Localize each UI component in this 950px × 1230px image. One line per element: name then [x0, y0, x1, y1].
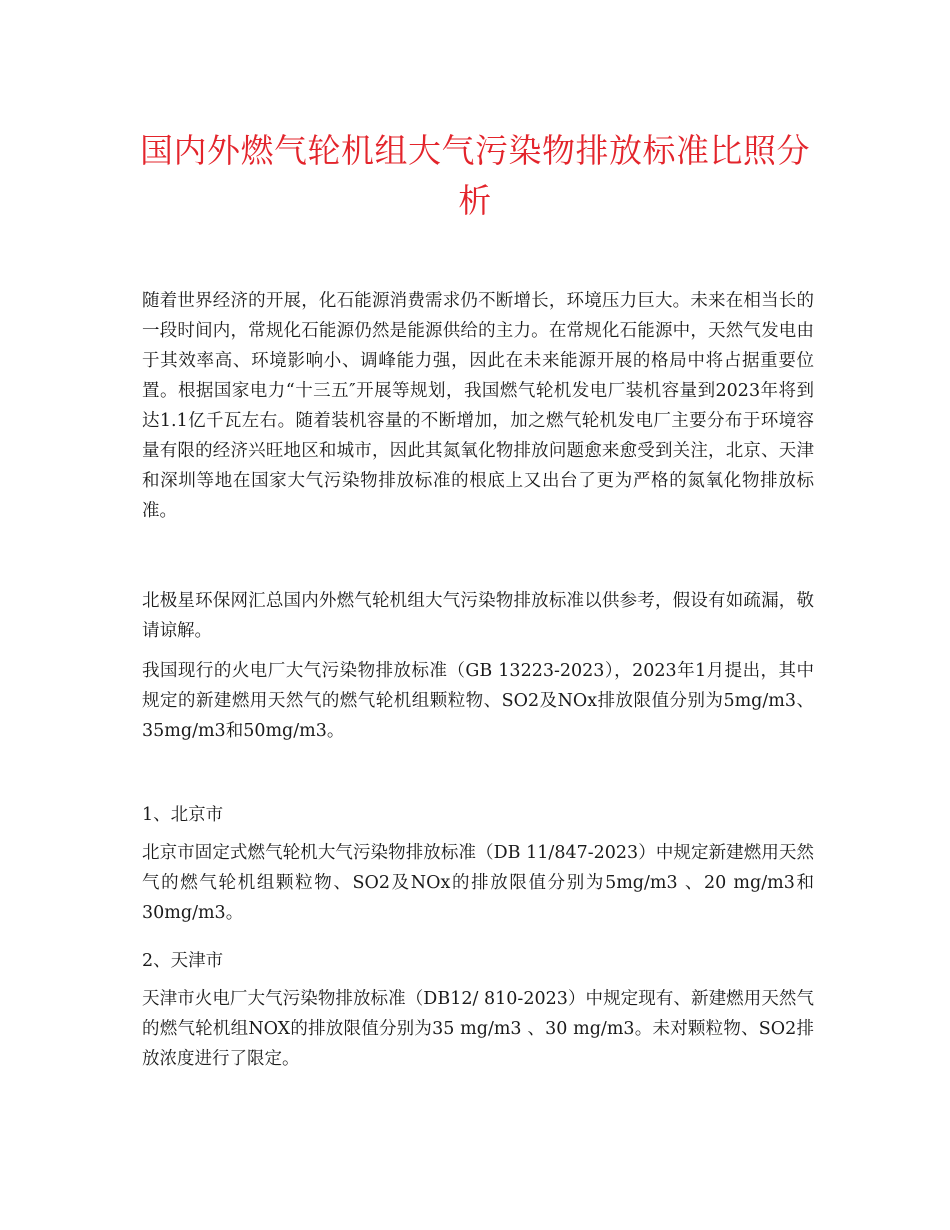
tianjin-standard-text: 天津市火电厂大气污染物排放标准（DB12/ 810-2023）中规定现有、新建燃用天然气的燃气轮机组NOX的排放限值分别为35 mg/m3 、30 mg/m3。未对颗粒物、SO2排放浓度进行了限定。 — [142, 989, 814, 1069]
document-title: 国内外燃气轮机组大气污染物排放标准比照分析 — [140, 131, 810, 220]
section-text-tianjin — [142, 984, 814, 1074]
section-text-beijing — [142, 838, 814, 928]
beijing-standard-text: 北京市固定式燃气轮机大气污染物排放标准（DB 11/847-2023）中规定新建燃用天然气的燃气轮机组颗粒物、SO2及NOx的排放限值分别为5mg/m3 、20 mg/m3和30mg/m3。 — [142, 843, 814, 923]
summary-text: 北极星环保网汇总国内外燃气轮机组大气污染物排放标准以供参考，假设有如疏漏，敬请谅解。 — [142, 591, 814, 641]
summary-paragraph — [142, 586, 814, 646]
section-heading-tianjin: 2、天津市 — [142, 951, 224, 971]
national-standard-text: 我国现行的火电厂大气污染物排放标准（GB 13223-2023），2023年1月提出，其中规定的新建燃用天然气的燃气轮机组颗粒物、SO2及NOx排放限值分别为5mg/m3、35mg/m3和50mg/m3。 — [142, 661, 814, 741]
national-standard-paragraph — [142, 656, 814, 746]
intro-paragraph — [142, 286, 814, 526]
section-heading-beijing: 1、北京市 — [142, 805, 224, 825]
intro-text: 随着世界经济的开展，化石能源消费需求仍不断增长，环境压力巨大。未来在相当长的一段时间内，常规化石能源仍然是能源供给的主力。在常规化石能源中，天然气发电由于其效率高、环境影响小、调峰能力强，因此在未来能源开展的格局中将占据重要位置。根据国家电力“十三五″开展等规划，我国燃气轮机发电厂装机容量到2023年将到达1.1亿千瓦左右。随着装机容量的不断增加，加之燃气轮机发电厂主要分布于环境容量有限的经济兴旺地区和城市，因此其氮氧化物排放问题愈来愈受到关注，北京、天津和深圳等地在国家大气污染物排放标准的根底上又出台了更为严格的氮氧化物排放标准。 — [142, 291, 814, 521]
